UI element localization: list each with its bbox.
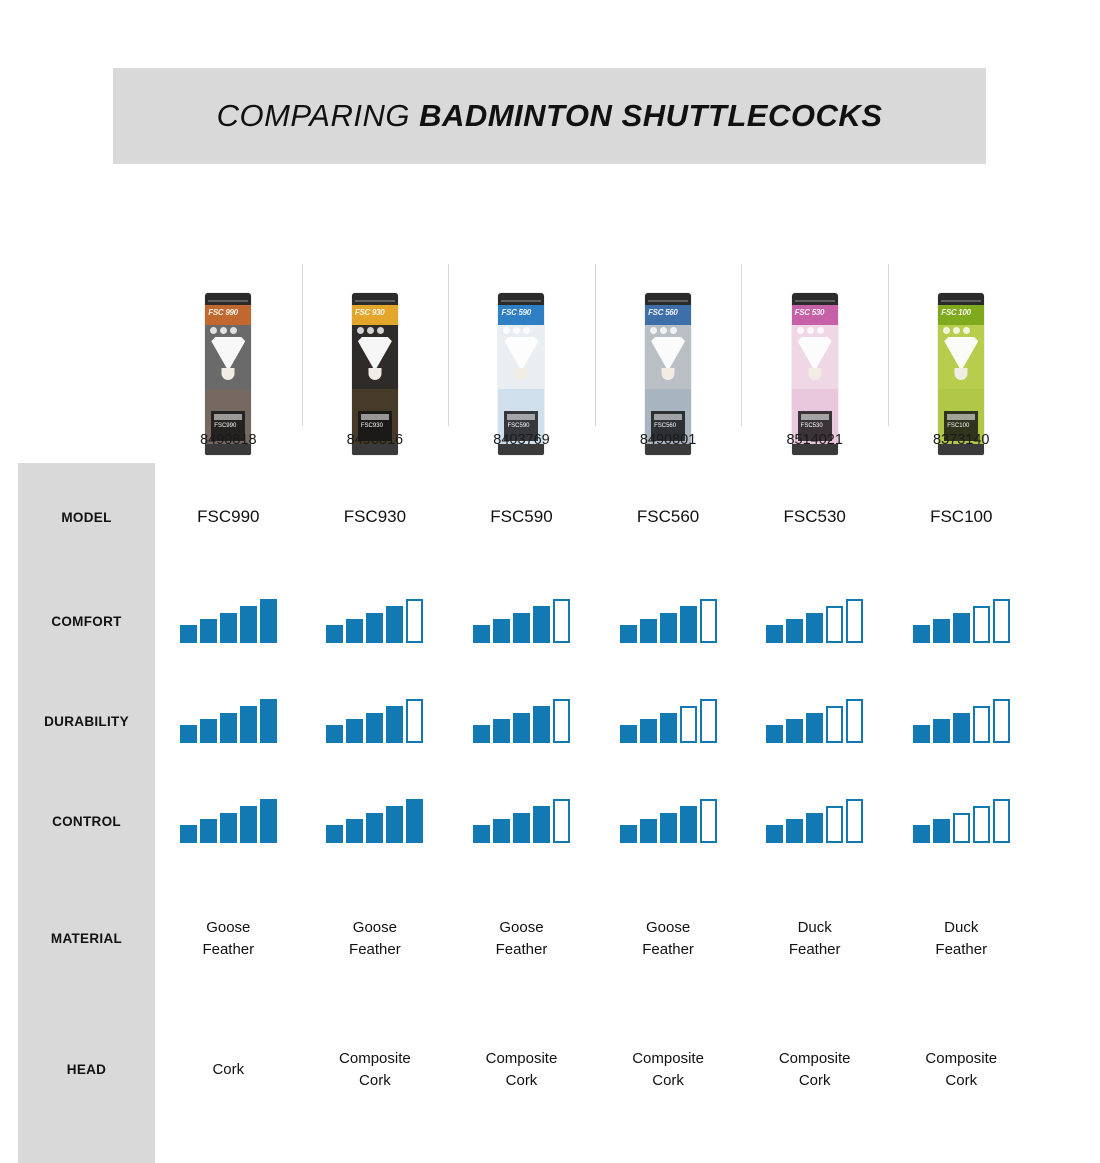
product-image-fsc100 xyxy=(888,250,1035,455)
shuttlecock-tube-icon xyxy=(498,293,544,455)
product-code: 8490818 xyxy=(200,432,257,448)
model-value: FSC590 xyxy=(490,507,553,526)
rating-bar-5 xyxy=(553,799,570,843)
title-banner xyxy=(113,68,986,164)
rating-bar-2 xyxy=(200,619,217,643)
rating-bar-1 xyxy=(473,825,490,843)
tube-speed-dots xyxy=(797,327,831,334)
row-label-spacer xyxy=(18,1133,155,1163)
rating-bar-5 xyxy=(406,599,423,643)
rating-bar-3 xyxy=(513,813,530,843)
tube-speed-dots xyxy=(503,327,537,334)
rating-bar-5 xyxy=(700,599,717,643)
table-row-durability xyxy=(18,671,1035,771)
model-value: FSC990 xyxy=(197,507,260,526)
product-code: 8490801 xyxy=(639,432,697,448)
rating-bar-2 xyxy=(933,619,950,643)
rating-bar-2 xyxy=(493,619,510,643)
rating-bar-5 xyxy=(260,599,277,643)
spacer-cell xyxy=(888,1133,1035,1163)
durability-rating xyxy=(595,671,742,771)
tube-model-text: FSC 560 xyxy=(648,308,678,317)
tube-cap xyxy=(352,293,398,305)
row-cells-spacer xyxy=(155,1133,1035,1163)
row-label-durability: DURABILITY xyxy=(18,671,155,771)
rating-bar-1 xyxy=(620,725,637,743)
rating-bar-4 xyxy=(680,706,697,743)
product-image-fsc560 xyxy=(595,250,742,455)
tube-cap xyxy=(498,293,544,305)
rating-bar-3 xyxy=(806,713,823,743)
row-label-comfort: COMFORT xyxy=(18,571,155,671)
tube-model-text: FSC 100 xyxy=(941,308,971,317)
title-bold-part: BADMINTON SHUTTLECOCKS xyxy=(419,98,883,133)
tube-info-label: FSC530 xyxy=(798,411,832,441)
rating-bar-3 xyxy=(513,613,530,643)
rating-bars xyxy=(473,599,570,643)
material-value: Duck Feather xyxy=(935,918,988,958)
rating-bar-3 xyxy=(953,613,970,643)
rating-bar-5 xyxy=(406,699,423,743)
rating-bar-3 xyxy=(220,813,237,843)
rating-bar-1 xyxy=(620,625,637,643)
tube-model-text: FSC 590 xyxy=(501,308,531,317)
product-code: 8514021 xyxy=(786,432,843,448)
rating-bar-5 xyxy=(846,799,863,843)
rating-bar-4 xyxy=(533,606,550,643)
control-rating xyxy=(888,771,1035,871)
durability-rating xyxy=(888,671,1035,771)
rating-bars xyxy=(620,799,717,843)
tube-cap xyxy=(645,293,691,305)
rating-bar-1 xyxy=(326,725,343,743)
shuttlecock-icon xyxy=(211,337,245,387)
rating-bars xyxy=(180,599,277,643)
durability-rating xyxy=(448,671,595,771)
shuttlecock-icon xyxy=(798,337,832,387)
tube-speed-dots xyxy=(357,327,391,334)
rating-bar-5 xyxy=(260,699,277,743)
control-rating xyxy=(595,771,742,871)
tube-brand-band xyxy=(645,305,691,325)
comfort-rating xyxy=(741,571,888,671)
product-image-strip xyxy=(155,250,1035,455)
rating-bars xyxy=(326,799,423,843)
rating-bar-3 xyxy=(366,713,383,743)
rating-bar-1 xyxy=(766,825,783,843)
shuttlecock-icon xyxy=(944,337,978,387)
rating-bars xyxy=(620,599,717,643)
product-code-row xyxy=(155,432,1035,458)
rating-bars xyxy=(913,699,1010,743)
tube-model-text: FSC 990 xyxy=(208,308,238,317)
row-cells-head xyxy=(155,1006,1035,1133)
control-rating xyxy=(155,771,302,871)
tube-model-text: FSC 530 xyxy=(794,308,825,317)
rating-bar-4 xyxy=(973,706,990,743)
rating-bar-3 xyxy=(513,713,530,743)
shuttlecock-icon xyxy=(504,337,538,387)
rating-bar-4 xyxy=(826,806,843,843)
rating-bar-2 xyxy=(786,619,803,643)
rating-bar-4 xyxy=(533,806,550,843)
rating-bar-2 xyxy=(933,719,950,743)
model-value: FSC100 xyxy=(930,507,993,526)
row-label-model: MODEL xyxy=(18,463,155,571)
durability-rating xyxy=(302,671,449,771)
rating-bars xyxy=(180,799,277,843)
rating-bar-3 xyxy=(660,713,677,743)
product-code: 8403769 xyxy=(493,432,550,448)
rating-bar-4 xyxy=(386,706,403,743)
rating-bar-4 xyxy=(680,606,697,643)
title-light-part: COMPARING xyxy=(216,98,420,133)
tube-brand-band xyxy=(205,305,251,325)
spacer-cell xyxy=(595,1133,742,1163)
tube-brand-band xyxy=(938,305,984,325)
row-label-control: CONTROL xyxy=(18,771,155,871)
rating-bar-4 xyxy=(826,706,843,743)
shuttlecock-icon xyxy=(651,337,685,387)
rating-bar-5 xyxy=(993,799,1010,843)
model-value: FSC930 xyxy=(343,507,407,526)
rating-bar-2 xyxy=(640,819,657,843)
rating-bar-2 xyxy=(640,719,657,743)
comparison-table xyxy=(18,463,1035,1163)
head-value: Composite Cork xyxy=(778,1049,851,1089)
tube-speed-dots xyxy=(943,327,977,334)
rating-bar-1 xyxy=(180,625,197,643)
head-value: Cork xyxy=(212,1060,245,1078)
rating-bar-4 xyxy=(826,606,843,643)
tube-info-label: FSC930 xyxy=(358,411,392,441)
rating-bars xyxy=(766,799,863,843)
row-cells-material xyxy=(155,871,1035,1006)
rating-bar-2 xyxy=(346,819,363,843)
tube-model-text: FSC 930 xyxy=(354,308,385,317)
rating-bar-2 xyxy=(493,719,510,743)
rating-bar-3 xyxy=(660,613,677,643)
rating-bar-2 xyxy=(786,719,803,743)
rating-bar-4 xyxy=(973,606,990,643)
comfort-rating xyxy=(595,571,742,671)
durability-rating xyxy=(155,671,302,771)
rating-bar-1 xyxy=(326,825,343,843)
tube-brand-band xyxy=(498,305,544,325)
row-cells-durability xyxy=(155,671,1035,771)
rating-bar-1 xyxy=(326,625,343,643)
rating-bars xyxy=(180,699,277,743)
tube-info-label: FSC990 xyxy=(211,411,245,441)
rating-bars xyxy=(473,699,570,743)
tube-cap xyxy=(205,293,251,305)
product-code: 8373140 xyxy=(933,432,990,448)
rating-bar-3 xyxy=(220,613,237,643)
rating-bar-3 xyxy=(953,813,970,843)
rating-bar-2 xyxy=(346,619,363,643)
rating-bar-4 xyxy=(386,806,403,843)
comfort-rating xyxy=(448,571,595,671)
comfort-rating xyxy=(155,571,302,671)
row-label-material: MATERIAL xyxy=(18,871,155,1006)
rating-bar-3 xyxy=(806,613,823,643)
rating-bars xyxy=(620,699,717,743)
product-image-fsc530 xyxy=(741,250,888,455)
rating-bar-3 xyxy=(366,613,383,643)
control-rating xyxy=(741,771,888,871)
shuttlecock-tube-icon xyxy=(938,293,984,455)
rating-bar-2 xyxy=(200,819,217,843)
product-image-fsc930 xyxy=(302,250,449,455)
row-cells-control xyxy=(155,771,1035,871)
table-row-material xyxy=(18,871,1035,1006)
rating-bar-1 xyxy=(766,625,783,643)
row-label-head: HEAD xyxy=(18,1006,155,1133)
rating-bar-4 xyxy=(240,606,257,643)
head-value: Composite Cork xyxy=(632,1049,704,1089)
rating-bar-5 xyxy=(700,699,717,743)
control-rating xyxy=(302,771,449,871)
rating-bar-1 xyxy=(913,625,930,643)
tube-brand-band xyxy=(792,305,838,325)
tube-info-label: FSC560 xyxy=(651,411,685,441)
tube-cap xyxy=(938,293,984,305)
durability-rating xyxy=(741,671,888,771)
table-row-model xyxy=(18,463,1035,571)
tube-brand-band xyxy=(352,305,398,325)
rating-bar-5 xyxy=(260,799,277,843)
rating-bar-1 xyxy=(913,825,930,843)
rating-bar-5 xyxy=(993,599,1010,643)
spacer-cell xyxy=(741,1133,888,1163)
rating-bar-2 xyxy=(200,719,217,743)
rating-bar-4 xyxy=(386,606,403,643)
rating-bar-5 xyxy=(406,799,423,843)
rating-bar-5 xyxy=(846,699,863,743)
material-value: Goose Feather xyxy=(495,918,548,958)
rating-bars xyxy=(766,599,863,643)
rating-bar-3 xyxy=(953,713,970,743)
rating-bar-2 xyxy=(346,719,363,743)
control-rating xyxy=(448,771,595,871)
table-footer-spacer xyxy=(18,1133,1035,1163)
rating-bar-4 xyxy=(680,806,697,843)
rating-bar-3 xyxy=(806,813,823,843)
row-cells-comfort xyxy=(155,571,1035,671)
rating-bar-2 xyxy=(933,819,950,843)
rating-bar-1 xyxy=(620,825,637,843)
rating-bar-5 xyxy=(993,699,1010,743)
spacer-cell xyxy=(155,1133,302,1163)
rating-bar-1 xyxy=(913,725,930,743)
page-title xyxy=(217,98,883,134)
rating-bar-1 xyxy=(180,825,197,843)
table-row-head xyxy=(18,1006,1035,1133)
rating-bar-5 xyxy=(553,699,570,743)
comfort-rating xyxy=(888,571,1035,671)
shuttlecock-tube-icon xyxy=(792,293,838,455)
product-code: 8490816 xyxy=(346,432,404,448)
rating-bars xyxy=(913,599,1010,643)
rating-bars xyxy=(913,799,1010,843)
rating-bar-5 xyxy=(846,599,863,643)
rating-bar-5 xyxy=(700,799,717,843)
model-value: FSC560 xyxy=(636,507,700,526)
rating-bar-2 xyxy=(640,619,657,643)
rating-bar-4 xyxy=(973,806,990,843)
tube-speed-dots xyxy=(210,327,244,334)
rating-bar-1 xyxy=(473,625,490,643)
tube-info-label: FSC100 xyxy=(944,411,978,441)
table-row-comfort xyxy=(18,571,1035,671)
rating-bars xyxy=(766,699,863,743)
shuttlecock-tube-icon xyxy=(205,293,251,455)
shuttlecock-tube-icon xyxy=(645,293,691,455)
rating-bars xyxy=(473,799,570,843)
material-value: Duck Feather xyxy=(788,918,841,958)
spacer-cell xyxy=(302,1133,449,1163)
model-value: FSC530 xyxy=(783,507,846,526)
product-image-fsc590 xyxy=(448,250,595,455)
comfort-rating xyxy=(302,571,449,671)
rating-bar-4 xyxy=(240,706,257,743)
material-value: Goose Feather xyxy=(642,918,694,958)
rating-bar-3 xyxy=(660,813,677,843)
rating-bar-5 xyxy=(553,599,570,643)
head-value: Composite Cork xyxy=(339,1049,411,1089)
shuttlecock-icon xyxy=(358,337,392,387)
rating-bar-3 xyxy=(366,813,383,843)
rating-bar-2 xyxy=(786,819,803,843)
shuttlecock-tube-icon xyxy=(352,293,398,455)
rating-bars xyxy=(326,599,423,643)
tube-cap xyxy=(792,293,838,305)
rating-bar-3 xyxy=(220,713,237,743)
row-cells-model xyxy=(155,463,1035,571)
material-value: Goose Feather xyxy=(349,918,401,958)
spacer-cell xyxy=(448,1133,595,1163)
product-image-fsc990 xyxy=(155,250,302,455)
rating-bar-1 xyxy=(180,725,197,743)
rating-bar-4 xyxy=(533,706,550,743)
tube-info-label: FSC590 xyxy=(504,411,538,441)
rating-bar-2 xyxy=(493,819,510,843)
head-value: Composite Cork xyxy=(485,1049,558,1089)
rating-bar-1 xyxy=(473,725,490,743)
rating-bars xyxy=(326,699,423,743)
material-value: Goose Feather xyxy=(202,918,255,958)
rating-bar-4 xyxy=(240,806,257,843)
rating-bar-1 xyxy=(766,725,783,743)
tube-speed-dots xyxy=(650,327,684,334)
head-value: Composite Cork xyxy=(925,1049,998,1089)
table-row-control xyxy=(18,771,1035,871)
